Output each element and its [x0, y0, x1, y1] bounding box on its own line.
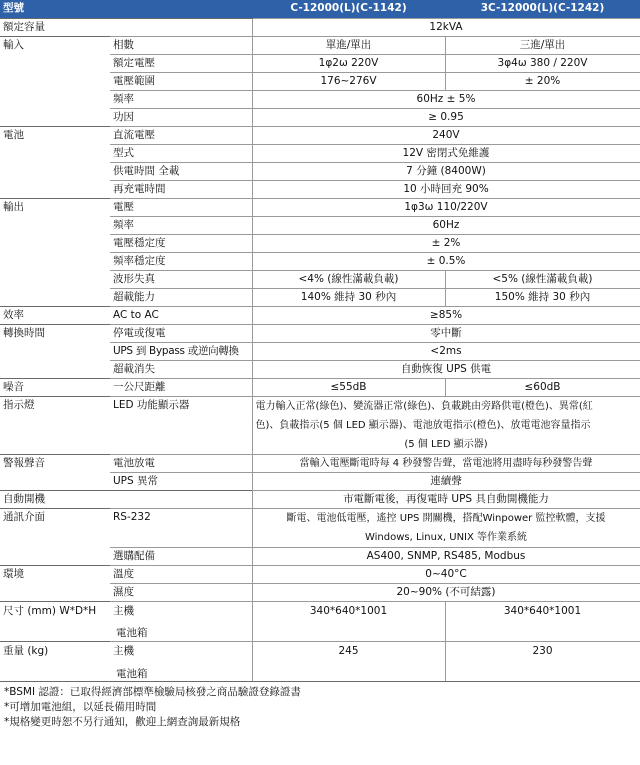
value-shared: 20~90% (不可結露) [252, 583, 640, 601]
value-shared: 12V 密閉式免維護 [252, 144, 640, 162]
value-a: ≤55dB [252, 378, 445, 396]
value-shared: 自動恢復 UPS 供電 [252, 360, 640, 378]
footnotes [0, 681, 640, 730]
table-row [0, 490, 640, 508]
table-row [0, 198, 640, 216]
value-shared: 市電斷電後，再復電時 UPS 具自動開機能力 [252, 490, 640, 508]
value-shared: ± 0.5% [252, 252, 640, 270]
param-label: 溫度 [110, 565, 252, 583]
category-alarm: 警報聲音 [0, 454, 110, 472]
param-label: RS-232 [110, 508, 252, 547]
value-shared [252, 396, 640, 454]
indicator-line: 色)、負載指示(5 個 LED 顯示器)、電池放電指示(橙色)、放電電池容量指示 [255, 419, 591, 431]
value-a: 176~276V [252, 72, 445, 90]
param-label: 再充電時間 [110, 180, 252, 198]
indicator-line: (5 個 LED 顯示器) [404, 438, 488, 450]
table-row [0, 360, 640, 378]
param-label: 功因 [110, 108, 252, 126]
param-label: 頻率 [110, 90, 252, 108]
table-row [0, 288, 640, 306]
value-shared: 7 分鐘 (8400W) [252, 162, 640, 180]
value-b: ± 20% [445, 72, 640, 90]
param-label: 電池箱 [116, 627, 148, 640]
table-row [0, 641, 640, 667]
value-shared: ± 2% [252, 234, 640, 252]
param-label: 相數 [110, 36, 252, 54]
table-row [0, 583, 640, 601]
category-comm: 通訊介面 [0, 508, 110, 547]
table-row [0, 565, 640, 583]
param-label: 超載消失 [110, 360, 252, 378]
param-label: 選購配備 [110, 547, 252, 565]
param-label: 超載能力 [110, 288, 252, 306]
value-shared [252, 508, 640, 547]
value-b: 3φ4ω 380 / 220V [445, 54, 640, 72]
footnote: *BSMI 認證：已取得經濟部標準檢驗局核發之商品驗證登錄證書 [4, 686, 301, 698]
category-efficiency: 效率 [0, 306, 110, 324]
value-shared: 1φ3ω 110/220V [252, 198, 640, 216]
category-output: 輸出 [0, 198, 110, 216]
table-row [0, 342, 640, 360]
category-transfer: 轉換時間 [0, 324, 110, 342]
header-model-b: 3C-12000(L)(C-1242) [445, 0, 640, 18]
value-shared: 當輸入電壓斷電時每 4 秒發警告聲，當電池將用盡時每秒發警告聲 [252, 454, 640, 472]
category-indicator: 指示燈 [0, 396, 110, 454]
param-label: 一公尺距離 [110, 378, 252, 396]
table-row [0, 90, 640, 108]
param-label: 型式 [110, 144, 252, 162]
value-shared: AS400, SNMP, RS485, Modbus [252, 547, 640, 565]
table-row [0, 306, 640, 324]
param-label: 額定電壓 [110, 54, 252, 72]
comm-line: Windows, Linux, UNIX 等作業系統 [364, 531, 528, 543]
param-label: 主機 [110, 601, 252, 627]
table-row [0, 162, 640, 180]
table-row [0, 180, 640, 198]
value-b: ≤60dB [445, 378, 640, 396]
category-capacity: 額定容量 [0, 18, 252, 36]
value-a: 1φ2ω 220V [252, 54, 445, 72]
comm-line: 斷電、電池低電壓，遙控 UPS 開關機，搭配Winpower 監控軟體，支援 [286, 512, 606, 524]
footnote: *可增加電池組，以延長備用時間 [4, 701, 157, 713]
category-battery: 電池 [0, 126, 110, 144]
param-label: 供電時間 全載 [110, 162, 252, 180]
table-row [0, 454, 640, 472]
value-shared: 240V [252, 126, 640, 144]
value-shared: <2ms [252, 342, 640, 360]
table-row [0, 324, 640, 342]
value-shared: 10 小時回充 90% [252, 180, 640, 198]
value-a: 245 [252, 641, 445, 681]
param-label: 停電或復電 [110, 324, 252, 342]
value-a: <4% (線性滿載負載) [252, 270, 445, 288]
value-a: 340*640*1001 [252, 601, 445, 641]
value-a: 140% 維持 30 秒內 [252, 288, 445, 306]
value-b: 150% 維持 30 秒內 [445, 288, 640, 306]
table-row [0, 108, 640, 126]
value-b: <5% (線性滿載負載) [445, 270, 640, 288]
table-row [0, 126, 640, 144]
value-shared: 0~40°C [252, 565, 640, 583]
table-row [0, 472, 640, 490]
header-model-label: 型號 [0, 0, 252, 18]
table-row [0, 144, 640, 162]
value-shared: 連續聲 [252, 472, 640, 490]
value-b: 340*640*1001 [445, 601, 640, 641]
table-row [0, 36, 640, 54]
param-label: LED 功能顯示器 [110, 396, 252, 454]
header-row [0, 0, 640, 18]
category-autostart: 自動開機 [0, 490, 252, 508]
category-weight: 重量 (kg) [0, 641, 110, 667]
value-shared: 60Hz [252, 216, 640, 234]
table-row [0, 234, 640, 252]
table-row [0, 18, 640, 36]
category-size: 尺寸 (mm) W*D*H [0, 601, 110, 627]
param-label: 直流電壓 [110, 126, 252, 144]
table-row [0, 601, 640, 627]
table-row [0, 378, 640, 396]
param-label: 電壓 [110, 198, 252, 216]
value-b: 三進/單出 [445, 36, 640, 54]
category-noise: 噪音 [0, 378, 110, 396]
param-label: UPS 到 Bypass 或逆向轉換 [110, 342, 252, 360]
param-label: 濕度 [110, 583, 252, 601]
header-model-a: C-12000(L)(C-1142) [252, 0, 445, 18]
param-label: 電壓範圍 [110, 72, 252, 90]
table-row [0, 270, 640, 288]
value-shared: ≥ 0.95 [252, 108, 640, 126]
footnote: *規格變更時恕不另行通知，歡迎上網查詢最新規格 [4, 716, 241, 728]
table-row [0, 54, 640, 72]
value-shared: ≥85% [252, 306, 640, 324]
table-row [0, 252, 640, 270]
value-shared: 零中斷 [252, 324, 640, 342]
table-row [0, 508, 640, 547]
table-row [0, 216, 640, 234]
value-shared: 60Hz ± 5% [252, 90, 640, 108]
value-b: 230 [445, 641, 640, 681]
param-label: UPS 異常 [110, 472, 252, 490]
value-a: 單進/單出 [252, 36, 445, 54]
table-row [0, 547, 640, 565]
param-label: 波形失真 [110, 270, 252, 288]
param-label: 電壓穩定度 [110, 234, 252, 252]
param-label: 電池箱 [116, 667, 148, 680]
value-capacity: 12kVA [252, 18, 640, 36]
param-label: 主機 [110, 641, 252, 667]
param-label: 頻率 [110, 216, 252, 234]
table-row [0, 72, 640, 90]
indicator-line: 電力輸入正常(綠色)、變流器正常(綠色)、負載跳由旁路供電(橙色)、異常(紅 [255, 400, 593, 412]
param-label: 電池放電 [110, 454, 252, 472]
category-input: 輸入 [0, 36, 110, 54]
param-label: 頻率穩定度 [110, 252, 252, 270]
category-env: 環境 [0, 565, 110, 583]
param-label: AC to AC [110, 306, 252, 324]
table-row [0, 396, 640, 454]
